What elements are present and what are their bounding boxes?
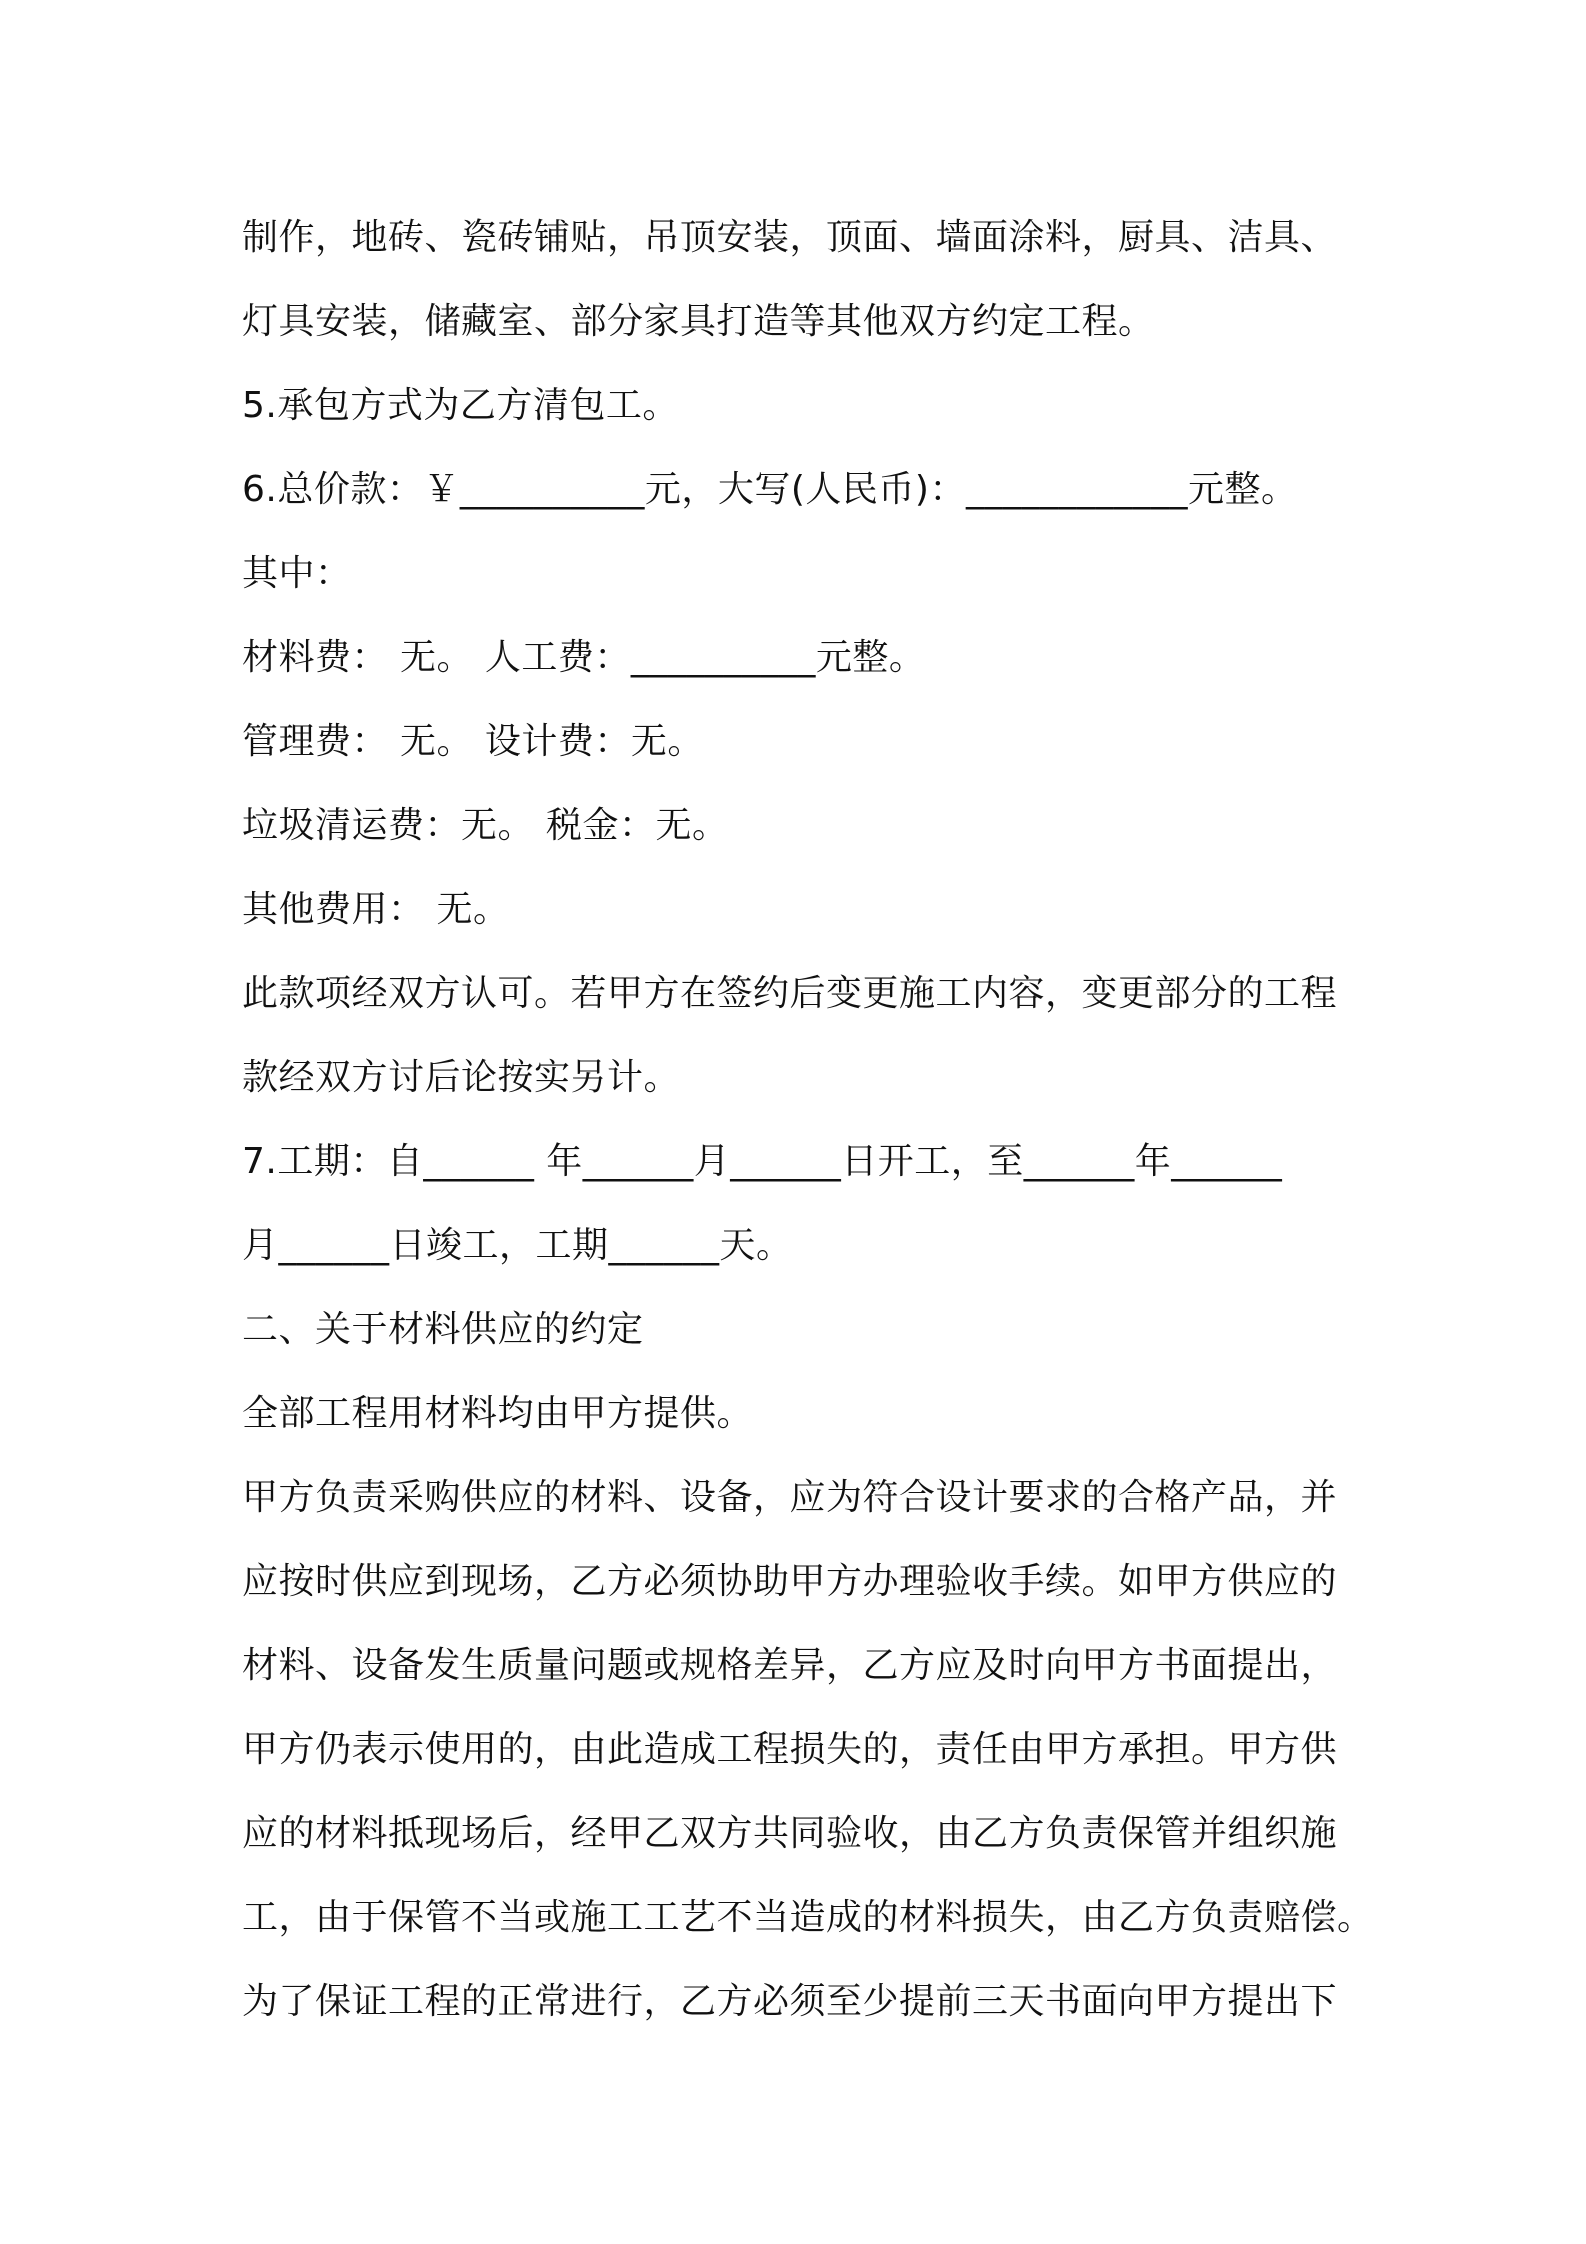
text-line: 管理费： 无。 设计费：无。 (242, 721, 704, 762)
text-line: 月______日竣工，工期______天。 (242, 1225, 793, 1266)
text-line: 全部工程用材料均由甲方提供。 (242, 1393, 754, 1434)
text-line: 此款项经双方认可。若甲方在签约后变更施工内容，变更部分的工程 (242, 973, 1338, 1014)
text-line: 应的材料抵现场后，经甲乙双方共同验收，由乙方负责保管并组织施 (242, 1813, 1338, 1854)
text-line: 6.总价款：￥__________元，大写(人民币)：____________元整。 (242, 469, 1298, 510)
text-line: 为了保证工程的正常进行，乙方必须至少提前三天书面向甲方提出下 (242, 1981, 1338, 2022)
text-line: 7.工期：自______ 年______月______日开工，至______年______ (242, 1141, 1283, 1182)
text-line: 其中： (242, 553, 352, 594)
text-line: 材料费： 无。 人工费：__________元整。 (242, 637, 926, 678)
text-line: 款经双方讨后论按实另计。 (242, 1057, 681, 1098)
text-line: 垃圾清运费：无。 税金：无。 (242, 805, 729, 846)
text-line: 材料、设备发生质量问题或规格差异，乙方应及时向甲方书面提出， (242, 1645, 1338, 1686)
text-line: 工，由于保管不当或施工工艺不当造成的材料损失，由乙方负责赔偿。 (242, 1897, 1374, 1938)
text-line: 5.承包方式为乙方清包工。 (242, 385, 679, 426)
text-line: 应按时供应到现场，乙方必须协助甲方办理验收手续。如甲方供应的 (242, 1561, 1338, 1602)
text-line: 甲方仍表示使用的，由此造成工程损失的，责任由甲方承担。甲方供 (242, 1729, 1338, 1770)
text-line: 甲方负责采购供应的材料、设备，应为符合设计要求的合格产品，并 (242, 1477, 1338, 1518)
text-line: 其他费用： 无。 (242, 889, 510, 930)
text-line: 制作，地砖、瓷砖铺贴，吊顶安装，顶面、墙面涂料，厨具、洁具、 (242, 217, 1338, 258)
text-line: 灯具安装，储藏室、部分家具打造等其他双方约定工程。 (242, 301, 1155, 342)
section-heading: 二、关于材料供应的约定 (242, 1309, 644, 1350)
document-body (242, 196, 1374, 2044)
